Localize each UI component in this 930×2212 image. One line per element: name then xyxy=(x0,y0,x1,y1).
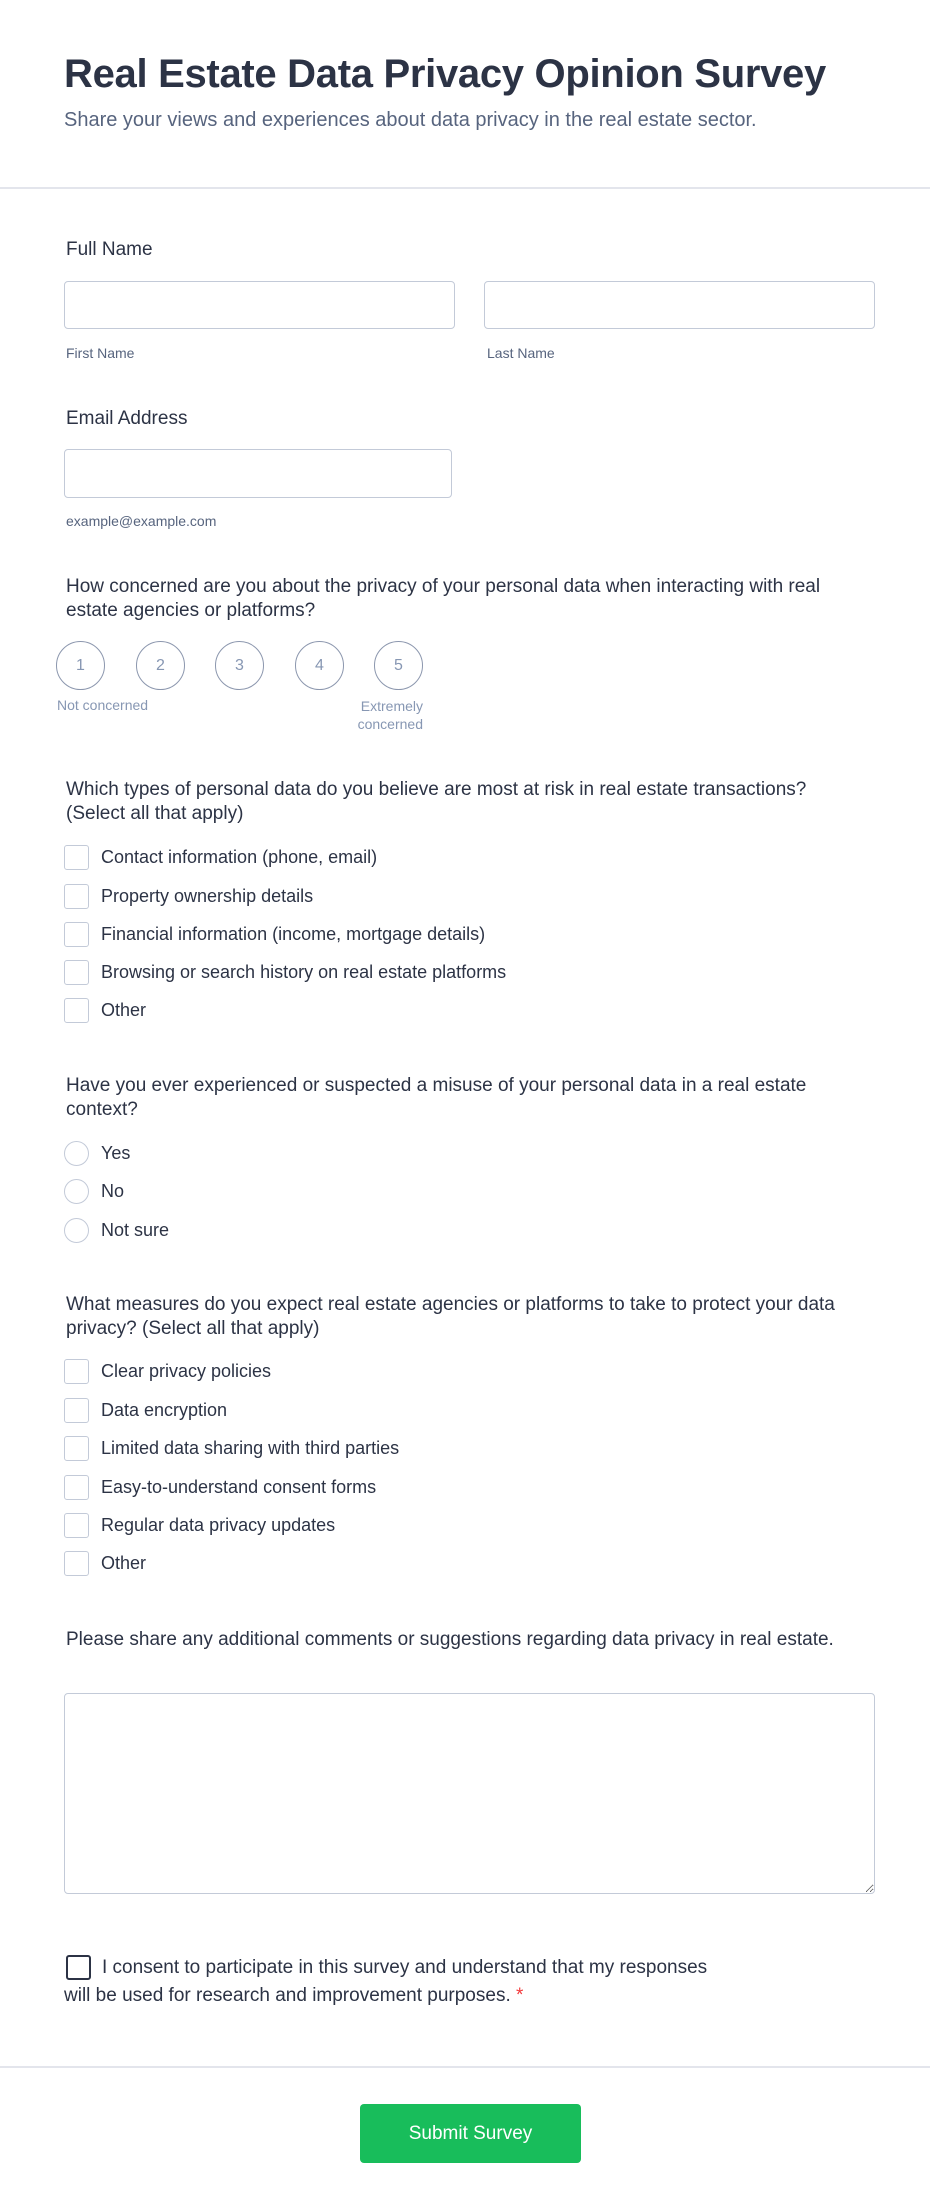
risk-question: Which types of personal data do you believe are most at risk in real estate transactions? (Select all that apply) xyxy=(66,779,807,824)
checkbox[interactable] xyxy=(64,960,89,985)
radio-button[interactable] xyxy=(64,1179,89,1204)
option-label: Limited data sharing with third parties xyxy=(101,1437,400,1458)
measures-option[interactable] xyxy=(64,1474,376,1500)
footer-divider xyxy=(0,2066,930,2068)
option-label: Browsing or search history on real estate platforms xyxy=(101,961,507,982)
full-name-label: Full Name xyxy=(66,239,153,260)
rating-option-4[interactable]: 4 xyxy=(295,641,344,690)
measures-option[interactable] xyxy=(64,1550,146,1576)
consent-text xyxy=(64,1954,707,2010)
consent-line1: I consent to participate in this survey and understand that my responses xyxy=(102,1957,708,1978)
option-label: Yes xyxy=(101,1142,131,1163)
option-label: Contact information (phone, email) xyxy=(101,846,378,867)
option-label: Regular data privacy updates xyxy=(101,1514,336,1535)
checkbox[interactable] xyxy=(64,1359,89,1384)
rating-min-label: Not concerned xyxy=(57,697,149,713)
risk-option[interactable] xyxy=(64,844,377,870)
measures-option[interactable] xyxy=(64,1435,399,1461)
checkbox[interactable] xyxy=(64,1551,89,1576)
rating-max-label-line2: concerned xyxy=(357,716,423,732)
measures-option[interactable] xyxy=(64,1397,227,1423)
radio-button[interactable] xyxy=(64,1218,89,1243)
page-title: Real Estate Data Privacy Opinion Survey xyxy=(64,52,826,96)
risk-option[interactable] xyxy=(64,997,146,1023)
option-label: Not sure xyxy=(101,1219,170,1240)
email-input[interactable] xyxy=(64,449,452,498)
last-name-sublabel: Last Name xyxy=(487,345,555,361)
checkbox[interactable] xyxy=(64,1513,89,1538)
email-helper: example@example.com xyxy=(66,513,217,529)
misuse-option[interactable] xyxy=(64,1140,130,1166)
option-label: Financial information (income, mortgage details) xyxy=(101,923,486,944)
option-label: Property ownership details xyxy=(101,885,314,906)
first-name-sublabel: First Name xyxy=(66,345,135,361)
checkbox[interactable] xyxy=(64,922,89,947)
concern-question: How concerned are you about the privacy of your personal data when interacting with real estate agencies or platforms? xyxy=(66,576,821,621)
rating-option-2[interactable]: 2 xyxy=(136,641,185,690)
misuse-option[interactable] xyxy=(64,1217,169,1243)
risk-option[interactable] xyxy=(64,921,485,947)
rating-max-label-line1: Extremely xyxy=(360,698,423,714)
option-label: Data encryption xyxy=(101,1399,228,1420)
first-name-input[interactable] xyxy=(64,281,455,329)
rating-option-3[interactable]: 3 xyxy=(215,641,264,690)
rating-option-5[interactable]: 5 xyxy=(374,641,423,690)
option-label: Other xyxy=(101,999,147,1020)
rating-max-label xyxy=(340,697,423,733)
submit-button[interactable]: Submit Survey xyxy=(360,2104,581,2163)
checkbox[interactable] xyxy=(64,1436,89,1461)
header-divider xyxy=(0,187,930,189)
measures-option[interactable] xyxy=(64,1512,335,1538)
checkbox[interactable] xyxy=(64,884,89,909)
radio-button[interactable] xyxy=(64,1141,89,1166)
last-name-input[interactable] xyxy=(484,281,875,329)
measures-option[interactable] xyxy=(64,1358,271,1384)
checkbox[interactable] xyxy=(64,998,89,1023)
page-subtitle: Share your views and experiences about data privacy in the real estate sector. xyxy=(64,109,757,131)
measures-question: What measures do you expect real estate agencies or platforms to take to protect your data privacy? (Select all that apply) xyxy=(66,1294,835,1339)
misuse-option[interactable] xyxy=(64,1178,124,1204)
comments-textarea[interactable] xyxy=(64,1693,875,1894)
risk-option[interactable] xyxy=(64,959,506,985)
option-label: Clear privacy policies xyxy=(101,1360,272,1381)
checkbox[interactable] xyxy=(64,1398,89,1423)
comments-question: Please share any additional comments or suggestions regarding data privacy in real estate. xyxy=(66,1629,834,1650)
consent-line2: will be used for research and improvement purposes. xyxy=(64,1985,511,2006)
risk-option[interactable] xyxy=(64,883,313,909)
checkbox[interactable] xyxy=(64,1475,89,1500)
option-label: Other xyxy=(101,1552,147,1573)
rating-option-1[interactable]: 1 xyxy=(56,641,105,690)
option-label: Easy-to-understand consent forms xyxy=(101,1476,377,1497)
option-label: No xyxy=(101,1180,125,1201)
email-label: Email Address xyxy=(66,408,188,429)
required-asterisk: * xyxy=(516,1985,524,2006)
misuse-question: Have you ever experienced or suspected a misuse of your personal data in a real estate context? xyxy=(66,1075,807,1120)
checkbox[interactable] xyxy=(64,845,89,870)
